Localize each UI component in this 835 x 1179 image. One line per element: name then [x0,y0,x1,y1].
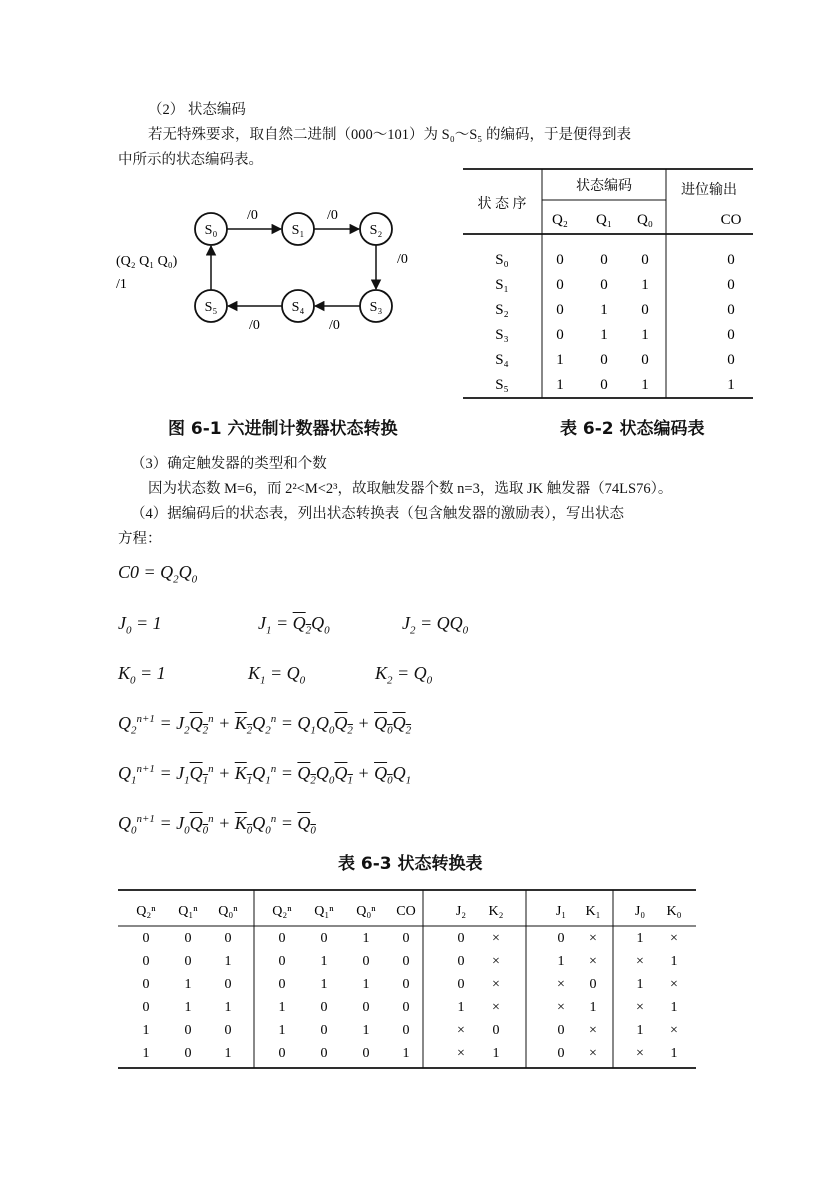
table-6-3-cell: 0 [320,1000,328,1015]
table-6-3-cell: × [589,1046,597,1061]
table-6-3-cell: 0 [557,931,565,946]
table-6-3-cell: 1 [142,1046,150,1061]
table-6-2-cell: 0 [727,352,735,368]
io-legend: (Q₂ Q₁ Q₀) [116,254,178,269]
table-6-2-cell: 1 [641,327,649,343]
state-label: S₂ [369,223,383,238]
table-6-3-header: K₂ [488,904,504,919]
header-q0: Q₀ [636,212,654,228]
equation-k2: $K_2 = Q_0$ [375,663,433,687]
table-6-2-cell: 0 [600,377,608,393]
table-6-3-cell: 0 [320,1046,328,1061]
table-6-3-cell: 1 [557,954,565,969]
table-6-3-cell: 0 [184,1046,192,1061]
section3-heading: （3）确定触发器的类型和个数 [131,456,327,472]
section4-line-2: 方程： [118,531,162,547]
table-6-3-header: J₁ [555,904,567,919]
table-6-3-cell: × [589,954,597,969]
table-6-2-cell: S₅ [495,377,509,393]
table-6-3-cell: × [457,1023,465,1038]
table-6-2-cell: 0 [641,352,649,368]
table-6-3-cell: 0 [402,931,410,946]
equation-q2-next: $Q_2^{n+1} = J_2Q_2^n + K_2Q_2^n = Q_1Q_0Q_2 + Q_0Q_2$ [118,713,412,737]
table-6-3-header: Q₁ⁿ [314,904,334,919]
table-6-3-cell: 1 [184,1000,192,1015]
header-q2: Q₂ [551,212,569,228]
table-6-3-cell: 0 [184,931,192,946]
table-6-3-cell: 1 [142,1023,150,1038]
table-6-2-cell: 0 [641,252,649,268]
table-6-2-cell: S₄ [495,352,509,368]
table-6-3-cell: 1 [224,1046,232,1061]
table-6-3-cell: 0 [142,954,150,969]
table-6-2-cell: 0 [556,252,564,268]
table-6-3-cell: 0 [402,954,410,969]
table-6-3-cell: 0 [278,977,286,992]
table-6-3-cell: 1 [402,1046,410,1061]
table-6-3-header: Q₀ⁿ [218,904,238,919]
header-state-code: 状态编码 [576,179,632,194]
table-6-2-cell: 1 [600,327,608,343]
edge-label: /0 [397,252,408,267]
equation-j1: $J_1 = Q_2Q_0$ [258,613,330,637]
table-6-2-cell: S₃ [495,327,509,343]
table-6-3-cell: 0 [320,1023,328,1038]
table-6-2-cell: 1 [641,377,649,393]
table-6-3-cell: 0 [184,954,192,969]
table-6-3-cell: 0 [402,1023,410,1038]
section2-heading: （2） 状态编码 [148,102,246,118]
state-label: S₃ [369,300,383,315]
table-6-2-cell: 0 [600,352,608,368]
table-6-2 [463,168,755,400]
table-6-2-cell: 0 [556,277,564,293]
table-6-3-cell: 1 [320,977,328,992]
table-6-2-cell: 1 [556,377,564,393]
table-6-3-cell: 0 [362,954,370,969]
equation-co: $C0 = Q_2Q_0$ [118,562,198,586]
state-label: S₄ [291,300,305,315]
table-6-3-cell: 1 [320,954,328,969]
table-6-3-cell: 0 [142,931,150,946]
state-diagram [108,195,438,345]
table-6-3-cell: × [492,931,500,946]
table-6-3-cell: × [589,1023,597,1038]
table-6-2-cell: S₁ [495,277,509,293]
table-6-3-cell: × [457,1046,465,1061]
table-6-3-header: J₂ [455,904,467,919]
table-6-3-cell: 1 [184,977,192,992]
header-co: CO [720,212,742,228]
equation-q0-next: $Q_0^{n+1} = J_0Q_0^n + K_0Q_0^n = Q_0$ [118,813,316,837]
table-6-2-cell: S₀ [495,252,509,268]
table-6-3-cell: 1 [362,977,370,992]
table-6-3-cell: 1 [362,931,370,946]
table-6-3-cell: 0 [278,954,286,969]
table-6-3-header: J₀ [634,904,646,919]
table-6-2-cell: 1 [727,377,735,393]
table-6-2-cell: 1 [556,352,564,368]
table-6-2-cell: 0 [727,277,735,293]
table-6-3-cell: × [670,1023,678,1038]
table-6-3-cell: 0 [457,954,465,969]
table-6-3-cell: 1 [278,1023,286,1038]
equation-k1: $K_1 = Q_0$ [248,663,306,687]
table-6-3-cell: 1 [492,1046,500,1061]
section3-text: 因为状态数 M=6，而 2²<M<2³，故取触发器个数 n=3，选取 JK 触发器（74LS76）。 [148,481,673,497]
table-6-3-cell: 0 [402,977,410,992]
table-6-3-header: K₀ [666,904,682,919]
table-6-3-header: K₁ [585,904,601,919]
table-6-2-cell: 0 [727,327,735,343]
table-6-3-cell: 0 [278,1046,286,1061]
table-6-3-cell: 0 [457,977,465,992]
edge-label: /1 [116,277,127,292]
table-6-3-cell: × [636,954,644,969]
table-6-3-cell: 0 [557,1023,565,1038]
state-label: S₁ [291,223,305,238]
table-6-2-caption: 表 6-2 状态编码表 [560,419,705,439]
table-6-3-cell: 0 [224,1023,232,1038]
table-6-3-cell: 0 [278,931,286,946]
table-6-2-cell: S₂ [495,302,509,318]
table-6-3-header: Q₂ⁿ [272,904,292,919]
table-6-3-cell: 0 [402,1000,410,1015]
table-6-3-cell: 1 [636,1023,644,1038]
table-6-3-header: Q₀ⁿ [356,904,376,919]
table-6-2-cell: 0 [641,302,649,318]
table-6-3-cell: 0 [224,931,232,946]
table-6-3 [116,888,698,1072]
table-6-3-cell: 0 [492,1023,500,1038]
equation-q1-next: $Q_1^{n+1} = J_1Q_1^n + K_1Q_1^n = Q_2Q_0Q_1 + Q_0Q_1$ [118,763,412,787]
table-6-2-cell: 0 [600,277,608,293]
table-6-3-cell: 0 [589,977,597,992]
table-6-3-cell: × [492,954,500,969]
table-6-3-cell: × [589,931,597,946]
table-6-3-cell: 1 [670,1000,678,1015]
table-6-3-cell: 1 [670,1046,678,1061]
paragraph-line-2: 中所示的状态编码表。 [118,152,263,168]
table-6-2-cell: 0 [556,302,564,318]
table-6-3-cell: 0 [362,1046,370,1061]
table-6-2-cell: 0 [727,252,735,268]
table-6-3-header: Q₁ⁿ [178,904,198,919]
edge-label: /0 [249,318,260,333]
table-6-3-cell: × [492,1000,500,1015]
table-6-3-cell: × [636,1046,644,1061]
equation-j2: $J_2 = QQ_0$ [402,613,469,637]
table-6-3-cell: 0 [320,931,328,946]
table-6-2-cell: 1 [600,302,608,318]
edge-label: /0 [327,208,338,223]
table-6-3-cell: 0 [557,1046,565,1061]
table-6-3-cell: 1 [636,977,644,992]
table-6-3-cell: × [670,931,678,946]
table-6-2-cell: 1 [641,277,649,293]
header-state-order: 状 态 序 [477,197,527,212]
table-6-2-cell: 0 [600,252,608,268]
table-6-3-cell: 0 [362,1000,370,1015]
table-6-2-cell: 0 [556,327,564,343]
table-6-3-caption: 表 6-3 状态转换表 [338,854,483,874]
table-6-3-cell: 1 [278,1000,286,1015]
table-6-3-cell: 1 [457,1000,465,1015]
edge-label: /0 [329,318,340,333]
table-6-3-cell: × [492,977,500,992]
table-6-3-cell: × [636,1000,644,1015]
header-carry-out: 进位输出 [681,183,737,198]
table-6-3-cell: × [557,1000,565,1015]
section4-line-1: （4）据编码后的状态表，列出状态转换表（包含触发器的激励表），写出状态 [131,506,624,522]
figure-6-1-caption: 图 6-1 六进制计数器状态转换 [168,419,398,439]
state-label: S₅ [204,300,218,315]
table-6-3-cell: 1 [224,1000,232,1015]
table-6-2-cell: 0 [727,302,735,318]
table-6-3-cell: × [557,977,565,992]
equation-k0: $K_0 = 1$ [118,663,166,687]
paragraph-line-1: 若无特殊要求，取自然二进制（000～101）为 S₀～S₅ 的编码，于是便得到表 [148,127,631,143]
edge-label: /0 [247,208,258,223]
table-6-3-cell: × [670,977,678,992]
table-6-3-header: CO [396,904,416,919]
table-6-3-cell: 1 [362,1023,370,1038]
table-6-3-cell: 0 [224,977,232,992]
table-6-3-cell: 0 [457,931,465,946]
table-6-3-cell: 1 [670,954,678,969]
table-6-3-cell: 0 [184,1023,192,1038]
header-q1: Q₁ [595,212,613,228]
state-label: S₀ [204,223,218,238]
table-6-3-cell: 1 [224,954,232,969]
table-6-3-header: Q₂ⁿ [136,904,156,919]
equation-j0: $J_0 = 1$ [118,613,162,637]
table-6-3-cell: 0 [142,1000,150,1015]
table-6-3-cell: 0 [142,977,150,992]
table-6-3-cell: 1 [636,931,644,946]
table-6-3-cell: 1 [589,1000,597,1015]
